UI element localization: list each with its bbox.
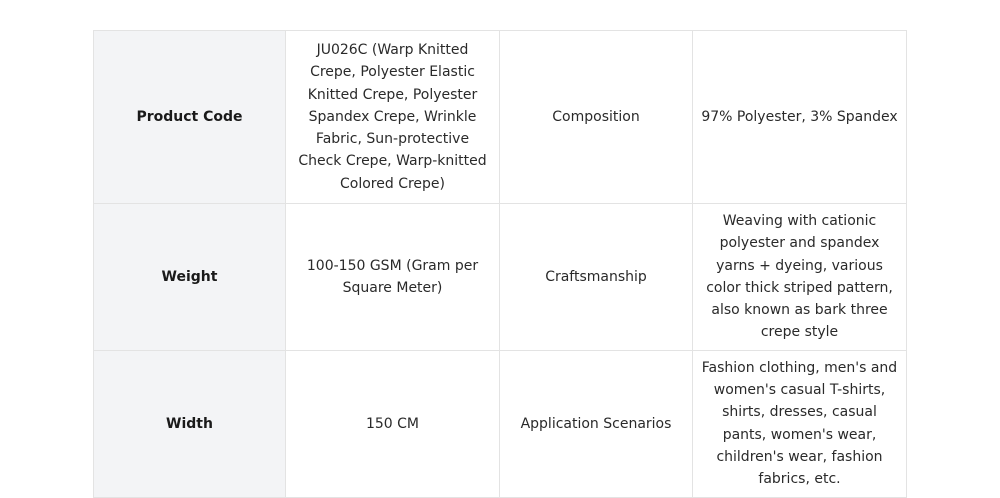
weight-value: 100-150 GSM (Gram per Square Meter) <box>286 204 500 351</box>
width-label: Width <box>94 350 286 497</box>
product-code-label: Product Code <box>94 31 286 204</box>
composition-value: 97% Polyester, 3% Spandex <box>693 31 907 204</box>
table-row <box>94 204 907 351</box>
product-code-value: JU026C (Warp Knitted Crepe, Polyester Elastic Knitted Crepe, Polyester Spandex Crepe, Wrinkle Fabric, Sun-protective Check Crepe, Warp-knitted Colored Crepe) <box>286 31 500 204</box>
table-row <box>94 350 907 497</box>
weight-label: Weight <box>94 204 286 351</box>
composition-label: Composition <box>500 31 693 204</box>
craftsmanship-label: Craftsmanship <box>500 204 693 351</box>
product-spec-table <box>93 30 907 498</box>
table-row <box>94 31 907 204</box>
width-value: 150 CM <box>286 350 500 497</box>
craftsmanship-value: Weaving with cationic polyester and spandex yarns + dyeing, various color thick striped pattern, also known as bark three crepe style <box>693 204 907 351</box>
application-scenarios-value: Fashion clothing, men's and women's casual T-shirts, shirts, dresses, casual pants, women's wear, children's wear, fashion fabrics, etc. <box>693 350 907 497</box>
application-scenarios-label: Application Scenarios <box>500 350 693 497</box>
